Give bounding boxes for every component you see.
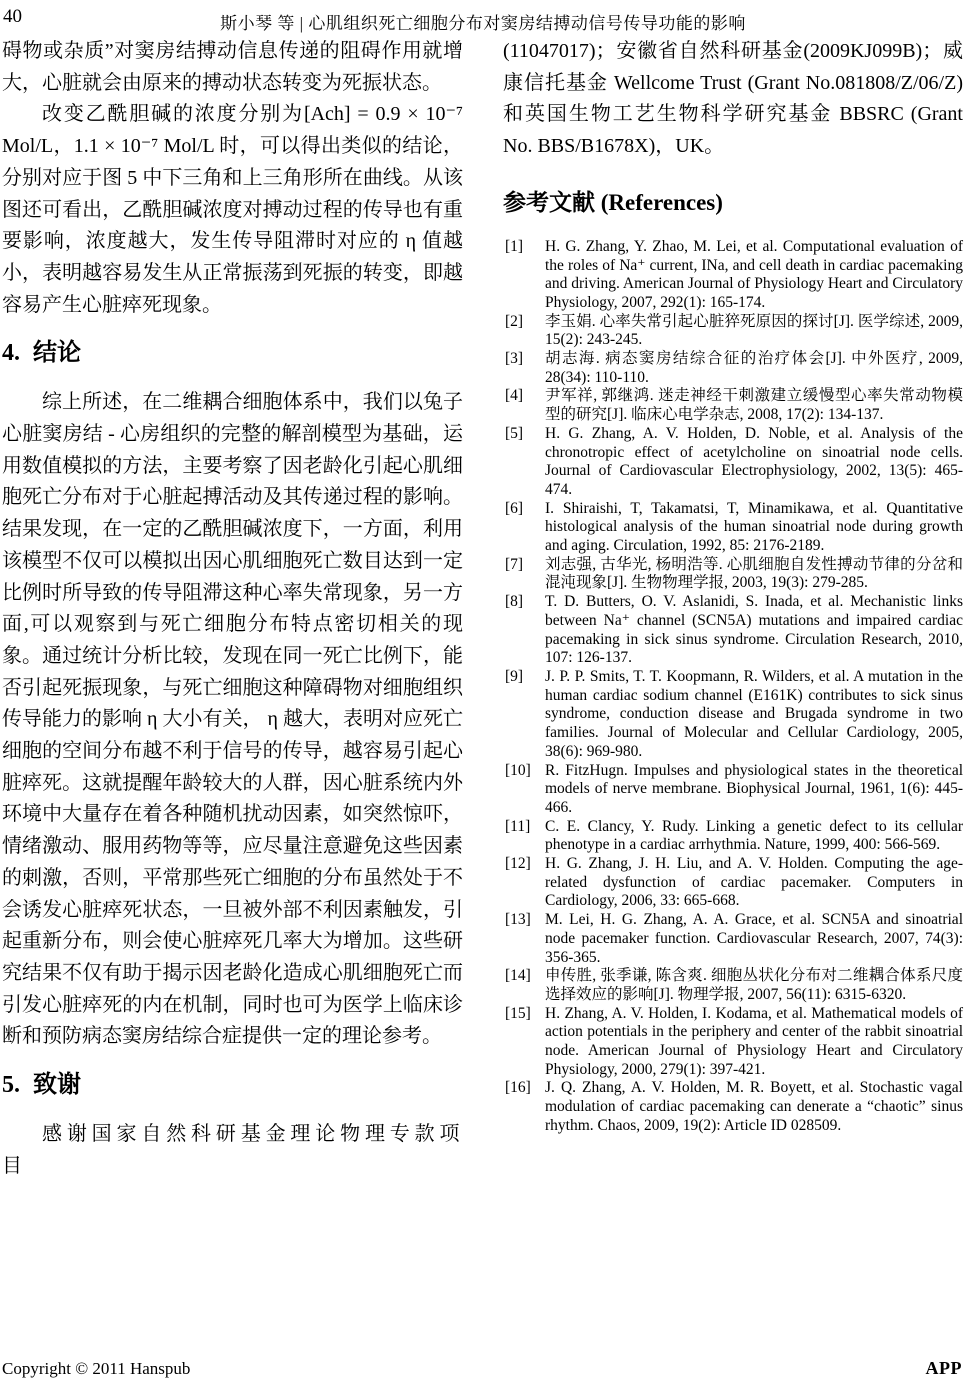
paragraph-acetylcholine: 改变乙酰胆碱的浓度分别为[Ach] = 0.9 × 10⁻⁷ Mol/L，1.1 × 10⁻⁷ Mol/L 时，可以得出类似的结论，分别对应于图 5 中下三角和上三角形所在曲线。从该图还可看出，乙酰胆碱浓度对搏动过程的传导也有重要影响，浓度越大，发生传导阻滞时对应的 η 值越小，表明越容易发生从正常振荡到死振的转变，即越容易产生心脏瘁死现象。 (2, 103, 463, 316)
reference-text: H. G. Zhang, J. H. Liu, and A. V. Holden. Computing the age-related dysfunction of cardiac pacemaker. Computers in Cardiology, 2006, 33: 665-668. (545, 855, 963, 910)
reference-label: [13] (505, 911, 531, 929)
paragraph-continued: 碍物或杂质”对窦房结搏动信息传递的阻碍作用就增大，心脏就会由原来的搏动状态转变为死振状态。 (2, 40, 463, 94)
reference-item (503, 387, 963, 424)
reference-label: [10] (505, 761, 531, 779)
reference-item (503, 1079, 963, 1135)
publisher-brand: APP (925, 1358, 962, 1378)
references-heading (503, 189, 963, 216)
reference-text: R. FitzHugn. Impulses and physiological states in the theoretical models of nerve membrane. Biophysical Journal, 1961, 1(6): 445-466. (545, 761, 963, 816)
reference-text: H. G. Zhang, A. V. Holden, D. Noble, et al. Analysis of the chronotropic effect of acetylcholine on sinoatrial node cells. Journal of Cardiovascular Electrophysiology, 2002, 13(5): 465-474. (545, 424, 963, 498)
running-title: 斯小琴 等 | 心肌组织死亡细胞分布对窦房结搏动信号传导功能的影响 (220, 14, 746, 33)
reference-item (503, 350, 963, 387)
reference-text: 李玉娟. 心率失常引起心脏猝死原因的探讨[J]. 医学综述, 2009, 15(2): 243-245. (545, 312, 963, 349)
reference-item (503, 855, 963, 911)
reference-item (503, 668, 963, 762)
reference-text: H. Zhang, A. V. Holden, I. Kodama, et al. Mathematical models of action potentials in the periphery and center of the rabbit sinoatrial node. American Journal of Physiology Heart and Circulatory Physiology, 2000, 279(1): 397-421. (545, 1004, 963, 1078)
reference-label: [5] (505, 424, 524, 442)
reference-text: M. Lei, H. G. Zhang, A. A. Grace, et al. SCN5A and sinoatrial node pacemaker function. Cardiovascular Research, 2007, 74(3): 356-365. (545, 911, 963, 966)
reference-label: [3] (505, 350, 524, 368)
reference-text: T. D. Butters, O. V. Aslanidi, S. Inada, et al. Mechanistic links between Na⁺ channel (SCN5A) mutations and impaired cardiac pacemaking in sick sinus syndrome. Circulation Research, 2010, 107: 126-137. (545, 593, 963, 667)
reference-text: J. Q. Zhang, A. V. Holden, M. R. Boyett, et al. Stochastic vagal modulation of cardiac pacemaking can denerate a “chaotic” sinus rhythm. Chaos, 2009, 19(2): Article ID 028509. (545, 1079, 963, 1134)
reference-item (503, 593, 963, 668)
reference-label: [11] (505, 817, 531, 835)
reference-label: [6] (505, 499, 524, 517)
reference-label: [2] (505, 312, 524, 330)
reference-item (503, 762, 963, 818)
section-number: 4. (2, 340, 20, 367)
reference-item (503, 500, 963, 556)
reference-text: 申传胜, 张季谦, 陈含爽. 细胞丛状化分布对二维耦合体系尺度选择效应的影响[J]. 物理学报, 2007, 56(11): 6315-6320. (545, 967, 963, 1003)
reference-label: [1] (505, 237, 524, 255)
section-title: 致谢 (33, 1071, 81, 1099)
reference-text: 胡志海. 病态窦房结综合征的治疗体会[J]. 中外医疗, 2009, 28(34): 110-110. (545, 350, 963, 386)
copyright-text: Copyright © 2011 Hanspub (2, 1359, 191, 1378)
section-number: 5. (2, 1072, 20, 1099)
section-heading-acknowledgement (2, 1071, 463, 1099)
reference-item (503, 313, 963, 350)
reference-label: [15] (505, 1004, 531, 1022)
reference-text: J. P. P. Smits, T. T. Koopmann, R. Wilders, et al. A mutation in the human cardiac sodium channel (E161K) contributes to sick sinus syndrome, conduction disease and Brugada syndrome in two families. Journal of Molecular and Cellular Cardiology, 2005, 38(6): 969-980. (545, 667, 963, 760)
reference-item (503, 818, 963, 855)
reference-label: [9] (505, 667, 524, 685)
reference-item (503, 967, 963, 1004)
left-column (2, 36, 463, 1183)
reference-item (503, 556, 963, 593)
reference-text: C. E. Clancy, Y. Rudy. Linking a genetic defect to its cellular phenotype in a cardiac arrhythmia. Nature, 1999, 400: 566-569. (545, 817, 963, 854)
page-number: 40 (3, 6, 22, 27)
reference-item (503, 1005, 963, 1080)
reference-label: [14] (505, 967, 531, 985)
acknowledgement-start: 感谢国家自然科研基金理论物理专款项目 (2, 1123, 463, 1177)
page-header (0, 5, 966, 37)
page-footer (2, 1358, 962, 1379)
reference-text: 刘志强, 古华光, 杨明浩等. 心肌细胞自发性搏动节律的分岔和混沌现象[J]. 生物物理学报, 2003, 19(3): 279-285. (545, 555, 963, 592)
reference-item (503, 238, 963, 313)
references-list (503, 238, 963, 1136)
reference-label: [4] (505, 387, 524, 405)
references-heading-zh: 参考文献 (503, 188, 595, 215)
reference-text: I. Shiraishi, T, Takamatsi, T, Minamikawa, et al. Quantitative histological analysis of the human sinoatrial node during growth and aging. Circulation, 1992, 85: 2176-2189. (545, 499, 963, 555)
reference-label: [8] (505, 593, 524, 611)
reference-label: [12] (505, 855, 531, 873)
reference-label: [16] (505, 1079, 531, 1097)
section-heading-conclusion (2, 339, 463, 367)
reference-item (503, 911, 963, 967)
reference-item (503, 425, 963, 500)
paragraph-conclusion: 综上所述，在二维耦合细胞体系中，我们以兔子心脏窦房结 - 心房组织的完整的解剖模型为基础，运用数值模拟的方法，主要考察了因老龄化引起心肌细胞死亡分布对于心脏起搏活动及其传递过程的影响。结果发现，在一定的乙酰胆碱浓度下，一方面，利用该模型不仅可以模拟出因心肌细胞死亡数目达到一定比例时所导致的传导阻滞这种心率失常现象，另一方面,可以观察到与死亡细胞分布特点密切相关的现象。通过统计分析比较，发现在同一死亡比例下，能否引起死振现象，与死亡细胞这种障碍物对细胞组织传导能力的影响 η 大小有关， η 越大，表明对应死亡细胞的空间分布越不利于信号的传导，越容易引起心脏瘁死。这就提醒年龄较大的人群，因心脏系统内外环境中大量存在着各种随机扰动因素，如突然惊吓，情绪激动、服用药物等等，应尽量注意避免这些因素的刺激，否则，平常那些死亡细胞的分布虽然处于不会诱发心脏瘁死状态，一旦被外部不利因素触发，引起重新分布，则会使心脏瘁死几率大为增加。这些研究结果不仅有助于揭示因老龄化造成心肌细胞死亡而引发心脏瘁死的内在机制，同时也可为医学上临床诊断和预防病态窦房结综合症提供一定的理论参考。 (2, 391, 463, 1048)
reference-text: 尹军祥, 郭继鸿. 迷走神经干刺激建立缓慢型心率失常动物模型的研究[J]. 临床心电学杂志, 2008, 17(2): 134-137. (545, 387, 963, 424)
reference-text: H. G. Zhang, Y. Zhao, M. Lei, et al. Computational evaluation of the roles of Na⁺ current, INa, and cell death in cardiac pacemaking and driving. American Journal of Physiology Heart and Circulatory Physiology, 2007, 292(1): 165-174. (545, 237, 963, 311)
references-heading-en: (References) (595, 189, 723, 215)
section-title: 结论 (33, 339, 81, 367)
acknowledgement-continued: (11047017)；安徽省自然科研基金(2009KJ099B)；威康信托基金 Wellcome Trust (Grant No.081808/Z/06/Z)和英国生物工艺生物科学研究基金 BBSRC (Grant No. BBS/B1678X)，UK。 (503, 40, 963, 158)
reference-label: [7] (505, 555, 524, 573)
right-column (503, 36, 963, 1136)
